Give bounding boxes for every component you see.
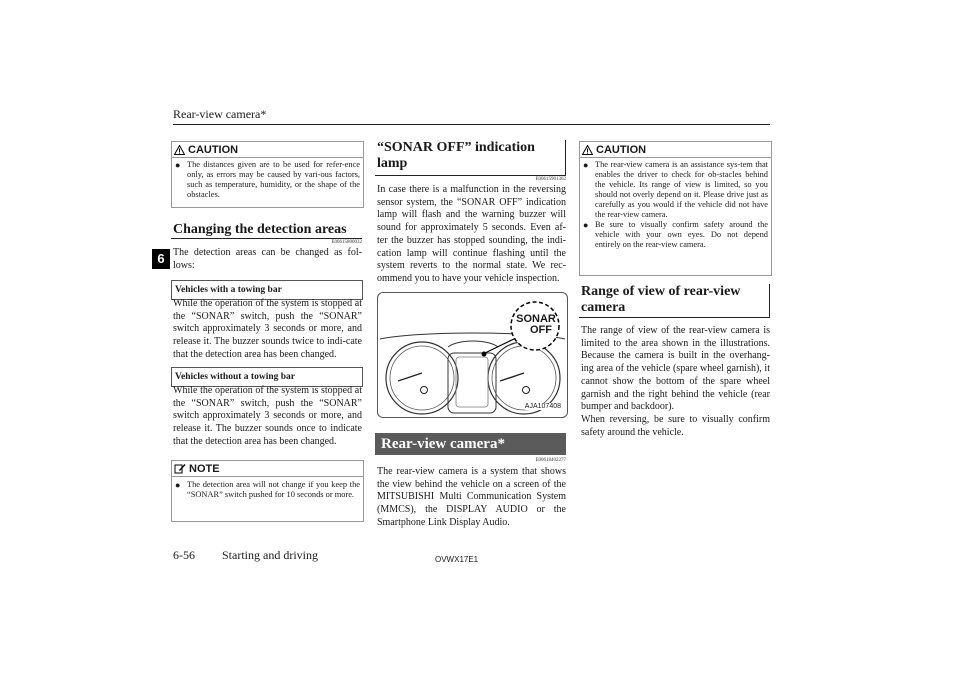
range-of-view-text: The range of view of the rear-view camera is limited to the area shown in the illustrations. Because the camera is built in the overhang-ing area of the vehicle (spare wheel garnish), it cannot show the bottom of the spare wheel garnish and the right behind the vehicle (rear bumper and backdoor). When reversing, be sure to visually confirm safety around the vehicle. [581,325,770,438]
chapter-band-rear-view-camera: Rear-view camera* [375,433,566,455]
section-code: E00615800032 [331,240,362,245]
caution-item: ● The distances given are to be used for refer-ence only, as errors may be caused by vari-ous factors, such as temperature, humidity, or the shape of the obstacles. [175,160,360,199]
section-title-detection-areas: Changing the detection areas [173,222,347,237]
bullet-icon: ● [175,160,181,170]
section-rule [171,238,362,239]
note-header [172,461,363,477]
figure-code: AJA107408 [524,403,561,410]
caution-item: ● Be sure to visually confirm safety around the vehicle with your own eyes. Do not depend entirely on the rear-view camera. [583,220,768,249]
bullet-icon: ● [583,220,589,230]
warning-triangle-icon [582,145,593,155]
running-header: Rear-view camera* [173,107,267,121]
caution-header [172,142,363,158]
section-side-rule [769,284,770,318]
chapter-tab: 6 [152,249,170,269]
middle-column [375,0,568,679]
note-pencil-icon [174,463,186,474]
section-title-sonar-off: “SONAR OFF” indication lamp [377,140,535,171]
instrument-cluster-illustration [377,292,568,418]
subheading-without-towing-bar: Vehicles without a towing bar [171,367,363,387]
sonar-off-indicator-label: SONAR OFF [516,313,556,336]
without-towing-bar-text: While the operation of the system is stopped at the “SONAR” switch, push the “SONAR” switch approximately 3 seconds or more, and release it. The buzzer sounds once to indicate that the detection area has been changed. [173,385,362,447]
footer-doc-code: OVWX17E1 [435,555,479,564]
band-code: E00618402277 [535,458,566,463]
warning-triangle-icon [174,145,185,155]
caution-item: ● The rear-view camera is an assistance sys-tem that enables the driver to check for ob-stacles behind the vehicle. Its range of view is limited, so you should not overly depend on it. Please drive just as carefully as you would if the vehicle did not have the rear-view camera. [583,160,768,219]
caution-box-left [171,141,364,208]
caution-label: CAUTION [596,143,647,156]
left-column [171,0,364,679]
note-label: NOTE [189,462,220,475]
section-rule [375,175,566,176]
footer-chapter: Starting and driving [222,548,318,562]
page-number: 6-56 [173,548,195,562]
caution-label: CAUTION [188,143,239,156]
rear-view-camera-text: The rear-view camera is a system that shows the view behind the vehicle on a screen of the MITSUBISHI Multi Communication System (MMCS), the DISPLAY AUDIO or the Smartphone Link Display Audio. [377,466,566,528]
caution-box-right [579,141,772,276]
bullet-icon: ● [175,480,181,490]
section-side-rule [565,140,566,176]
bullet-icon: ● [583,160,589,170]
towing-bar-text: While the operation of the system is stopped at the “SONAR” switch, push the “SONAR” switch approximately 3 seconds or more, and release it. The buzzer sounds twice to indi-cate that the detection area has been changed. [173,298,362,360]
note-item: ● The detection area will not change if you keep the “SONAR” switch pushed for 10 seconds or more. [175,480,360,499]
section-title-range-of-view: Range of view of rear-view camera [581,284,741,315]
caution-header [580,142,771,158]
note-box [171,460,364,522]
section-rule [579,317,770,318]
section-code: E00615901362 [535,177,566,182]
intro-text: The detection areas can be changed as fol-lows: [173,247,362,271]
sonar-off-text: In case there is a malfunction in the reversing sensor system, the “SONAR OFF” indication lamp will flash and the warning buzzer will sound for approximately 5 seconds. Even af-ter the buzzer has stopped sounding, the indi-cation lamp will continue flashing until the system reverts to the normal state. We rec-ommend you to have your vehicle inspection. [377,184,566,284]
cluster-drawing [378,293,567,417]
subheading-towing-bar: Vehicles with a towing bar [171,280,363,300]
right-column [579,0,772,679]
